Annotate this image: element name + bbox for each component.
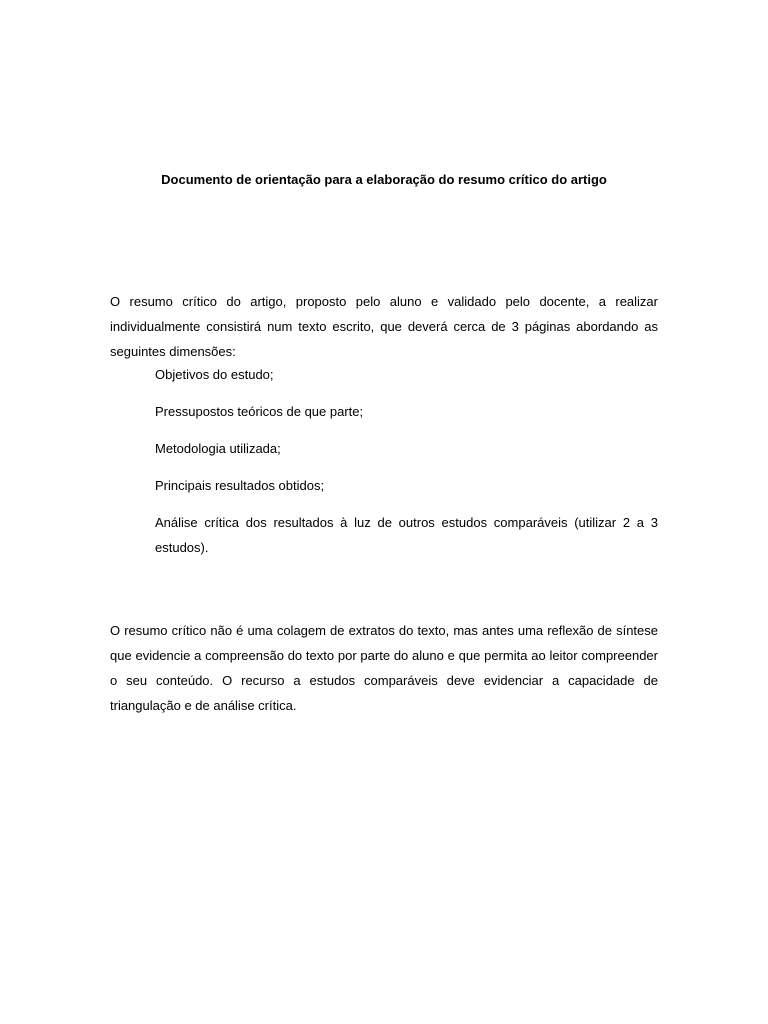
list-item: Metodologia utilizada; — [155, 441, 281, 456]
document-title: Documento de orientação para a elaboração do resumo crítico do artigo — [161, 172, 607, 187]
list-item: Objetivos do estudo; — [155, 367, 274, 382]
closing-paragraph: O resumo crítico não é uma colagem de extratos do texto, mas antes uma reflexão de síntese que evidencie a compreensão do texto por parte do aluno e que permita ao leitor compreender o seu conteúdo. O recurso a estudos comparáveis deve evidenciar a capacidade de triangulação e de análise crítica. — [110, 623, 658, 713]
list-item: Principais resultados obtidos; — [155, 478, 325, 493]
dimensions-list — [155, 362, 658, 572]
intro-paragraph: O resumo crítico do artigo, proposto pelo aluno e validado pelo docente, a realizar individualmente consistirá num texto escrito, que deverá cerca de 3 páginas abordando as seguintes dimensões: — [110, 294, 658, 359]
list-item: Análise crítica dos resultados à luz de outros estudos comparáveis (utilizar 2 a 3 estudos). — [155, 515, 658, 555]
list-item: Pressupostos teóricos de que parte; — [155, 404, 364, 419]
